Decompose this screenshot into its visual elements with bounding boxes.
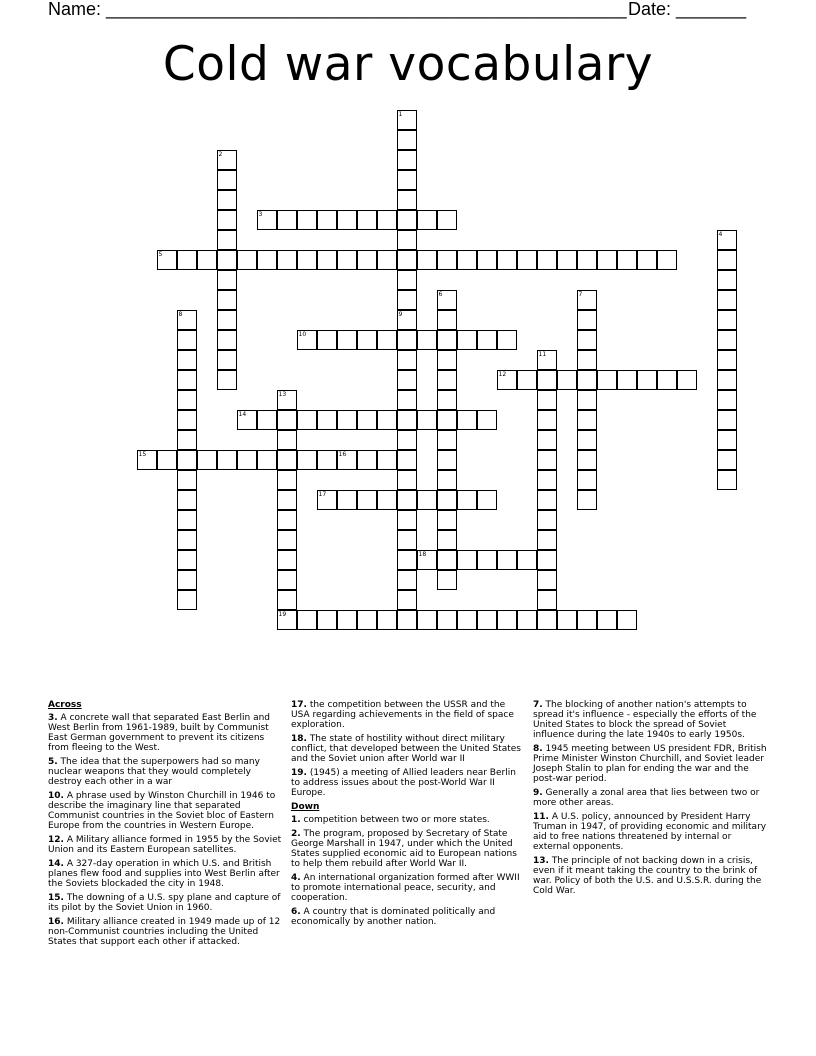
crossword-cell[interactable] [357,490,377,510]
clue-number-label: 1 [398,111,403,118]
crossword-cell[interactable] [177,450,197,470]
clue-down-6: 6. A country that is dominated politically and economically by another nation. [291,907,496,927]
crossword-cell[interactable] [217,370,237,390]
crossword-cell[interactable] [617,370,637,390]
crossword-cell[interactable] [537,490,557,510]
crossword-cell[interactable] [397,250,417,270]
clue-down-13: 13. The principle of not backing down in a crisis, even if it meant taking the country to the brink of war. Policy of both the U.S. and U.S.S.R. during the Cold War. [533,856,762,896]
crossword-cell[interactable] [597,370,617,390]
across-heading: Across [48,700,82,710]
crossword-cell[interactable] [397,390,417,410]
crossword-cell[interactable] [237,250,257,270]
crossword-cell[interactable] [217,190,237,210]
crossword-cell[interactable] [397,430,417,450]
crossword-cell[interactable] [437,250,457,270]
crossword-cell[interactable] [217,230,237,250]
crossword-cell[interactable] [537,570,557,590]
crossword-cell[interactable] [437,330,457,350]
crossword-cell[interactable] [537,450,557,470]
crossword-cell[interactable] [377,450,397,470]
crossword-cell[interactable] [277,250,297,270]
crossword-cell[interactable] [217,330,237,350]
clue-across-15: 15. The downing of a U.S. spy plane and capture of its pilot by the Soviet Union in 1960. [48,893,281,913]
clue-number-label: 7 [578,291,583,298]
crossword-cell[interactable] [597,250,617,270]
crossword-cell[interactable] [537,550,557,570]
crossword-cell[interactable] [277,410,297,430]
crossword-cell[interactable] [517,610,537,630]
crossword-cell[interactable] [577,250,597,270]
clue-number-label: 11 [538,351,547,358]
crossword-cell[interactable] [577,370,597,390]
crossword-cell[interactable] [377,210,397,230]
clue-number-label: 18 [418,551,427,558]
crossword-cell[interactable] [537,590,557,610]
crossword-cell[interactable] [457,610,477,630]
crossword-cell[interactable] [177,370,197,390]
crossword-cell[interactable] [297,610,317,630]
crossword-cell[interactable] [397,230,417,250]
crossword-cell[interactable] [397,370,417,390]
crossword-cell[interactable] [477,550,497,570]
crossword-cell[interactable] [197,250,217,270]
crossword-cell[interactable] [717,330,737,350]
clue-number-label: 8 [178,311,183,318]
crossword-cell[interactable] [437,450,457,470]
crossword-cell[interactable] [317,410,337,430]
clue-across-10: 10. A phrase used by Winston Churchill in 1946 to describe the imaginary line that separated Communist countries in the Soviet bloc of Eastern Europe from the countries in Western Europe. [48,791,276,831]
crossword-cell[interactable] [457,490,477,510]
clue-down-4: 4. An international organization formed after WWII to promote international peace, security, and cooperation. [291,873,520,903]
clue-number-label: 6 [438,291,443,298]
crossword-cell[interactable] [297,210,317,230]
clue-down-8: 8. 1945 meeting between US president FDR, British Prime Minister Winston Churchill, and Soviet leader Joseph Stalin to plan for ending the war and the post-war period. [533,744,767,784]
crossword-cell[interactable] [477,250,497,270]
crossword-cell[interactable] [177,250,197,270]
down-heading: Down [291,802,320,812]
crossword-cell[interactable] [257,250,277,270]
clue-down-9: 9. Generally a zonal area that lies between two or more other areas. [533,788,760,808]
crossword-cell[interactable] [517,550,537,570]
crossword-cell[interactable] [217,310,237,330]
crossword-cell[interactable] [357,250,377,270]
clue-number-label: 10 [298,331,307,338]
crossword-cell[interactable] [397,130,417,150]
crossword-cell[interactable] [477,610,497,630]
crossword-cell[interactable] [417,210,437,230]
crossword-cell[interactable] [457,250,477,270]
crossword-cell[interactable] [537,250,557,270]
crossword-cell[interactable] [537,530,557,550]
crossword-cell[interactable] [417,410,437,430]
crossword-cell[interactable] [277,210,297,230]
crossword-cell[interactable] [397,490,417,510]
crossword-cell[interactable] [337,330,357,350]
crossword-cell[interactable] [477,410,497,430]
crossword-cell[interactable] [357,210,377,230]
crossword-cell[interactable] [717,250,737,270]
clue-number-label: 5 [158,251,163,258]
crossword-cell[interactable] [617,250,637,270]
crossword-cell[interactable] [637,370,657,390]
crossword-cell[interactable] [717,410,737,430]
crossword-cell[interactable] [177,510,197,530]
crossword-cell[interactable] [217,350,237,370]
crossword-cell[interactable] [177,530,197,550]
crossword-cell[interactable] [717,370,737,390]
crossword-cell[interactable] [277,450,297,470]
crossword-cell[interactable] [397,610,417,630]
crossword-cell[interactable] [717,470,737,490]
crossword-cell[interactable] [477,330,497,350]
crossword-cell[interactable] [437,610,457,630]
crossword-cell[interactable] [377,410,397,430]
crossword-cell[interactable] [277,530,297,550]
crossword-cell[interactable] [417,330,437,350]
crossword-cell[interactable] [517,250,537,270]
crossword-cell[interactable] [457,550,477,570]
clue-down-1: 1. competition between two or more states. [291,815,490,825]
crossword-cell[interactable] [577,350,597,370]
clue-number-label: 15 [138,451,147,458]
crossword-cell[interactable] [177,350,197,370]
clue-number-label: 12 [498,371,507,378]
crossword-cell[interactable] [517,370,537,390]
crossword-cell[interactable] [217,210,237,230]
crossword-cell[interactable] [357,610,377,630]
crossword-cell[interactable] [377,610,397,630]
crossword-cell[interactable] [717,290,737,310]
crossword-cell[interactable] [277,490,297,510]
crossword-cell[interactable] [417,490,437,510]
clue-across-17: 17. the competition between the USSR and the USA regarding achievements in the field of space exploration. [291,700,514,730]
crossword-cell[interactable] [177,550,197,570]
clues-column-2 [291,700,523,931]
crossword-cell[interactable] [397,270,417,290]
clue-number-label: 17 [318,491,327,498]
crossword-cell[interactable] [337,490,357,510]
page-title: Cold war vocabulary [162,37,654,92]
crossword-cell[interactable] [477,490,497,510]
crossword-cell[interactable] [357,450,377,470]
crossword-cell[interactable] [337,410,357,430]
clue-number-label: 14 [238,411,247,418]
crossword-cell[interactable] [397,530,417,550]
crossword-cell[interactable] [437,470,457,490]
crossword-cell[interactable] [397,550,417,570]
crossword-cell[interactable] [597,610,617,630]
crossword-cell[interactable] [437,550,457,570]
crossword-cell[interactable] [717,310,737,330]
clue-down-11: 11. A U.S. policy, announced by President Harry Truman in 1947, of providing economic and military aid to free nations threatened by internal or external opponents. [533,812,767,852]
crossword-cell[interactable] [717,390,737,410]
date-field[interactable]: Date: _______ [628,0,747,19]
crossword-cell[interactable] [537,610,557,630]
crossword-cell[interactable] [177,490,197,510]
crossword-cell[interactable] [397,510,417,530]
crossword-cell[interactable] [397,350,417,370]
crossword-cell[interactable] [397,150,417,170]
crossword-cell[interactable] [557,610,577,630]
crossword-cell[interactable] [457,410,477,430]
crossword-cell[interactable] [657,250,677,270]
crossword-cell[interactable] [277,570,297,590]
crossword-cell[interactable] [277,470,297,490]
crossword-cell[interactable] [297,250,317,270]
crossword-cell[interactable] [397,190,417,210]
crossword-cell[interactable] [577,410,597,430]
crossword-cell[interactable] [277,510,297,530]
crossword-cell[interactable] [397,450,417,470]
crossword-cell[interactable] [577,490,597,510]
crossword-cell[interactable] [337,250,357,270]
clue-number-label: 2 [218,151,223,158]
clue-number-label: 13 [278,391,287,398]
crossword-cell[interactable] [237,450,257,470]
crossword-cell[interactable] [417,250,437,270]
clue-across-16: 16. Military alliance created in 1949 made up of 12 non-Communist countries including the United States that support each other if attacked. [48,917,281,947]
crossword-cell[interactable] [177,430,197,450]
crossword-cell[interactable] [717,430,737,450]
crossword-cell[interactable] [437,210,457,230]
crossword-cell[interactable] [437,370,457,390]
crossword-cell[interactable] [557,250,577,270]
crossword-cell[interactable] [437,310,457,330]
crossword-cell[interactable] [437,490,457,510]
crossword-cell[interactable] [277,550,297,570]
crossword-cell[interactable] [537,410,557,430]
crossword-cell[interactable] [437,390,457,410]
crossword-cell[interactable] [177,410,197,430]
crossword-cell[interactable] [397,410,417,430]
crossword-cell[interactable] [397,570,417,590]
crossword-cell[interactable] [537,470,557,490]
crossword-cell[interactable] [537,370,557,390]
clue-number-label: 9 [398,311,403,318]
crossword-cell[interactable] [637,250,657,270]
crossword-cell[interactable] [177,330,197,350]
crossword-cell[interactable] [257,410,277,430]
crossword-cell[interactable] [717,450,737,470]
crossword-cell[interactable] [577,390,597,410]
crossword-cell[interactable] [497,610,517,630]
clue-number-label: 16 [338,451,347,458]
crossword-cell[interactable] [417,610,437,630]
crossword-cell[interactable] [177,390,197,410]
crossword-cell[interactable] [657,370,677,390]
crossword-cell[interactable] [397,170,417,190]
crossword-cell[interactable] [157,450,177,470]
crossword-cell[interactable] [337,610,357,630]
crossword-cell[interactable] [217,250,237,270]
crossword-cell[interactable] [577,430,597,450]
crossword-cell[interactable] [577,310,597,330]
clue-across-18: 18. The state of hostility without direct military conflict, that developed between the United States and the Soviet union after World war II [291,734,521,764]
crossword-cell[interactable] [437,530,457,550]
crossword-cell[interactable] [397,290,417,310]
clues-column-1 [48,700,282,951]
crossword-cell[interactable] [217,290,237,310]
crossword-cell[interactable] [577,470,597,490]
crossword-cell[interactable] [557,370,577,390]
clue-number-label: 4 [718,231,723,238]
crossword-cell[interactable] [577,610,597,630]
crossword-cell[interactable] [277,590,297,610]
clue-across-5: 5. The idea that the superpowers had so many nuclear weapons that they would completely destroy each other in a war [48,757,260,787]
clue-number-label: 3 [258,211,263,218]
clue-number-label: 19 [278,611,287,618]
crossword-cell[interactable] [217,450,237,470]
clue-across-3: 3. A concrete wall that separated East Berlin and West Berlin from 1961-1989, built by Communist East German government to prevent its citizens from fleeing to the West. [48,713,271,753]
clue-down-7: 7. The blocking of another nation's attempts to spread it's influence - especially the efforts of the United States to block the spread of Soviet influence during the late 1940s to early 1950s. [533,700,757,740]
crossword-cell[interactable] [177,570,197,590]
crossword-cell[interactable] [437,570,457,590]
crossword-cell[interactable] [437,410,457,430]
crossword-cell[interactable] [377,490,397,510]
crossword-cell[interactable] [377,250,397,270]
crossword-cell[interactable] [577,330,597,350]
crossword-cell[interactable] [277,430,297,450]
crossword-cell[interactable] [397,470,417,490]
crossword-cell[interactable] [497,330,517,350]
crossword-cell[interactable] [397,330,417,350]
crossword-cell[interactable] [357,330,377,350]
crossword-cell[interactable] [377,330,397,350]
name-field[interactable]: Name: ____________________________________________________ [48,0,627,19]
crossword-cell[interactable] [217,170,237,190]
crossword-cell[interactable] [437,350,457,370]
clue-across-19: 19. (1945) a meeting of Allied leaders near Berlin to address issues about the post-World War II Europe. [291,768,516,798]
crossword-cell[interactable] [197,450,217,470]
crossword-cell[interactable] [617,610,637,630]
crossword-cell[interactable] [717,270,737,290]
crossword-cell[interactable] [497,550,517,570]
clue-across-12: 12. A Military alliance formed in 1955 by the Soviet Union and its Eastern European satellites. [48,835,282,855]
crossword-cell[interactable] [317,250,337,270]
crossword-cell[interactable] [357,410,377,430]
crossword-cell[interactable] [217,270,237,290]
crossword-cell[interactable] [177,590,197,610]
crossword-cell[interactable] [577,450,597,470]
crossword-cell[interactable] [317,610,337,630]
crossword-cell[interactable] [317,330,337,350]
crossword-cell[interactable] [457,330,477,350]
crossword-cell[interactable] [537,430,557,450]
crossword-cell[interactable] [677,370,697,390]
crossword-cell[interactable] [397,210,417,230]
crossword-cell[interactable] [257,450,277,470]
clue-across-14: 14. A 327-day operation in which U.S. and British planes flew food and supplies into West Berlin after the Soviets blockaded the city in 1948. [48,859,280,889]
crossword-cell[interactable] [177,470,197,490]
crossword-cell[interactable] [437,510,457,530]
clue-down-2: 2. The program, proposed by Secretary of State George Marshall in 1947, under which the United States supplied economic aid to European nations to help them rebuild after World War II. [291,829,517,869]
crossword-cell[interactable] [317,210,337,230]
crossword-cell[interactable] [537,510,557,530]
crossword-cell[interactable] [537,390,557,410]
crossword-cell[interactable] [297,450,317,470]
crossword-cell[interactable] [497,250,517,270]
crossword-cell[interactable] [297,410,317,430]
crossword-cell[interactable] [717,350,737,370]
clues-column-3 [533,700,767,900]
crossword-cell[interactable] [337,210,357,230]
crossword-cell[interactable] [317,450,337,470]
crossword-cell[interactable] [397,590,417,610]
crossword-cell[interactable] [437,430,457,450]
